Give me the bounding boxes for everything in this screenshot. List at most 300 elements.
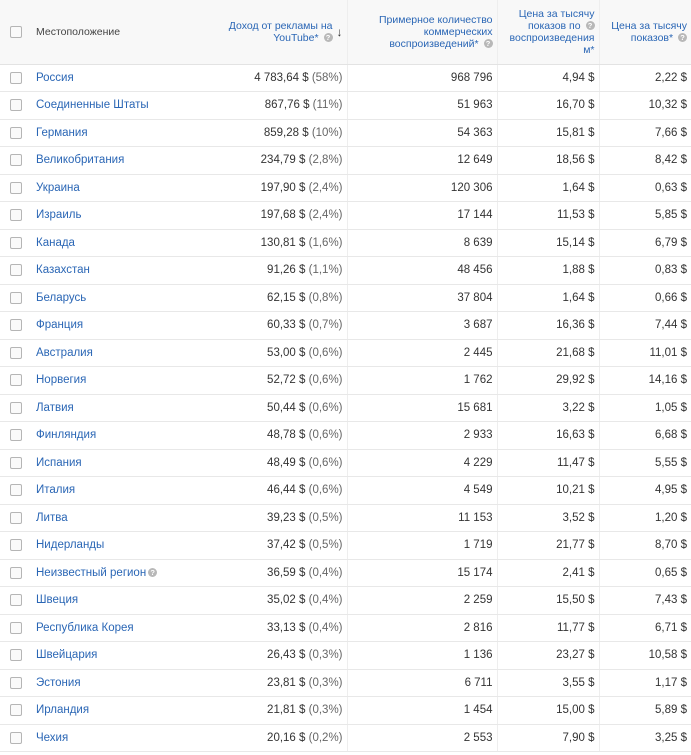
revenue-share: (0,6%) xyxy=(308,456,343,469)
rpm-value: 10,21 $ xyxy=(556,484,595,497)
cpm-value: 5,85 $ xyxy=(655,209,687,222)
table-row xyxy=(0,119,691,147)
table-row xyxy=(0,394,691,422)
header-revenue[interactable] xyxy=(177,0,347,64)
row-checkbox[interactable] xyxy=(10,264,22,276)
revenue-cell xyxy=(177,367,347,395)
views-value: 6 711 xyxy=(464,676,493,689)
views-cell xyxy=(347,614,497,642)
cpm-cell xyxy=(599,614,691,642)
revenue-value: 21,81 $ xyxy=(267,704,306,717)
row-select-cell xyxy=(0,614,32,642)
table-row xyxy=(0,202,691,230)
revenue-value: 33,13 $ xyxy=(267,621,306,634)
country-name: Швейцария xyxy=(36,649,98,662)
views-value: 2 445 xyxy=(463,346,493,359)
cpm-value: 10,58 $ xyxy=(648,649,687,662)
row-checkbox[interactable] xyxy=(10,539,22,551)
rpm-cell xyxy=(497,257,599,285)
row-select-cell xyxy=(0,92,32,120)
revenue-share: (0,8%) xyxy=(308,291,343,304)
row-checkbox[interactable] xyxy=(10,594,22,606)
cpm-value: 10,32 $ xyxy=(648,99,687,112)
views-cell xyxy=(347,312,497,340)
cpm-value: 7,43 $ xyxy=(655,594,687,607)
country-name: Великобритания xyxy=(36,154,125,167)
rpm-value: 16,63 $ xyxy=(556,429,595,442)
revenue-cell xyxy=(177,449,347,477)
cpm-value: 0,83 $ xyxy=(655,264,687,277)
views-value: 48 456 xyxy=(457,264,493,277)
rpm-cell xyxy=(497,64,599,92)
revenue-share: (58%) xyxy=(311,71,343,84)
country-name: Казахстан xyxy=(36,264,90,277)
header-views-line1: Примерное количество xyxy=(378,13,493,26)
rpm-cell xyxy=(497,669,599,697)
table-row xyxy=(0,532,691,560)
revenue-cell xyxy=(177,92,347,120)
rpm-value: 18,56 $ xyxy=(556,154,595,167)
country-name: Нидерланды xyxy=(36,539,105,552)
views-cell xyxy=(347,119,497,147)
revenue-value: 52,72 $ xyxy=(267,374,306,387)
cpm-value: 3,25 $ xyxy=(655,731,687,744)
revenue-share: (11%) xyxy=(312,99,343,112)
header-location[interactable] xyxy=(32,0,177,64)
cpm-value: 1,17 $ xyxy=(655,676,687,689)
cpm-cell xyxy=(599,367,691,395)
views-value: 1 136 xyxy=(463,649,493,662)
views-cell xyxy=(347,559,497,587)
revenue-share: (0,6%) xyxy=(308,429,343,442)
revenue-value: 60,33 $ xyxy=(267,319,306,332)
row-select-cell xyxy=(0,477,32,505)
row-checkbox[interactable] xyxy=(10,512,22,524)
revenue-cell xyxy=(177,394,347,422)
cpm-cell xyxy=(599,422,691,450)
revenue-cell xyxy=(177,229,347,257)
cpm-cell xyxy=(599,532,691,560)
revenue-cell xyxy=(177,697,347,725)
rpm-cell xyxy=(497,477,599,505)
rpm-cell xyxy=(497,339,599,367)
table-row xyxy=(0,477,691,505)
country-cell[interactable] xyxy=(32,92,177,120)
country-cell[interactable] xyxy=(32,587,177,615)
rpm-cell xyxy=(497,449,599,477)
country-cell[interactable] xyxy=(32,642,177,670)
cpm-value: 1,05 $ xyxy=(655,401,687,414)
help-icon[interactable]: ? xyxy=(324,33,333,42)
revenue-share: (0,3%) xyxy=(308,649,343,662)
cpm-cell xyxy=(599,394,691,422)
revenue-share: (0,4%) xyxy=(308,594,343,607)
revenue-share: (10%) xyxy=(311,126,343,139)
rpm-value: 11,77 $ xyxy=(556,621,595,634)
cpm-cell xyxy=(599,229,691,257)
row-checkbox[interactable] xyxy=(10,649,22,661)
select-all-cell xyxy=(0,0,32,64)
row-checkbox[interactable] xyxy=(10,402,22,414)
views-cell xyxy=(347,669,497,697)
rpm-cell xyxy=(497,642,599,670)
cpm-cell xyxy=(599,312,691,340)
cpm-cell xyxy=(599,697,691,725)
views-cell xyxy=(347,284,497,312)
row-checkbox[interactable] xyxy=(10,567,22,579)
help-icon[interactable]: ? xyxy=(484,39,493,48)
help-icon[interactable]: ? xyxy=(148,568,157,577)
row-checkbox[interactable] xyxy=(10,457,22,469)
revenue-share: (0,3%) xyxy=(308,676,343,689)
country-cell[interactable] xyxy=(32,532,177,560)
rpm-value: 11,53 $ xyxy=(556,209,595,222)
views-value: 1 762 xyxy=(463,374,493,387)
views-cell xyxy=(347,422,497,450)
rpm-cell xyxy=(497,174,599,202)
rpm-value: 1,64 $ xyxy=(562,291,595,304)
rpm-value: 16,70 $ xyxy=(556,99,595,112)
header-rpm-line4: м* xyxy=(583,43,595,56)
cpm-value: 14,16 $ xyxy=(648,374,687,387)
country-name: Неизвестный регион xyxy=(36,566,147,579)
country-cell[interactable] xyxy=(32,367,177,395)
row-select-cell xyxy=(0,724,32,752)
cpm-cell xyxy=(599,92,691,120)
views-value: 51 963 xyxy=(457,99,493,112)
row-select-cell xyxy=(0,229,32,257)
rpm-cell xyxy=(497,119,599,147)
rpm-value: 15,14 $ xyxy=(556,236,595,249)
row-select-cell xyxy=(0,119,32,147)
views-value: 17 144 xyxy=(457,209,493,222)
row-checkbox[interactable] xyxy=(10,347,22,359)
country-cell[interactable] xyxy=(32,559,177,587)
row-select-cell xyxy=(0,147,32,175)
cpm-cell xyxy=(599,669,691,697)
revenue-value: 48,49 $ xyxy=(267,456,306,469)
revenue-share: (0,4%) xyxy=(308,566,343,579)
cpm-cell xyxy=(599,174,691,202)
country-cell[interactable] xyxy=(32,449,177,477)
revenue-cell xyxy=(177,257,347,285)
country-name: Австралия xyxy=(36,346,93,359)
cpm-value: 6,68 $ xyxy=(655,429,687,442)
cpm-value: 5,55 $ xyxy=(655,456,687,469)
revenue-cell xyxy=(177,532,347,560)
revenue-value: 35,02 $ xyxy=(267,594,306,607)
revenue-value: 23,81 $ xyxy=(267,676,306,689)
rpm-cell xyxy=(497,367,599,395)
row-checkbox[interactable] xyxy=(10,484,22,496)
header-rpm[interactable] xyxy=(497,0,599,64)
revenue-value: 867,76 $ xyxy=(264,99,310,112)
header-location-label: Местоположение xyxy=(36,25,121,38)
row-select-cell xyxy=(0,559,32,587)
table-row xyxy=(0,284,691,312)
revenue-cell xyxy=(177,477,347,505)
views-value: 1 454 xyxy=(463,704,493,717)
row-checkbox[interactable] xyxy=(10,622,22,634)
rpm-value: 11,47 $ xyxy=(556,456,595,469)
row-select-cell xyxy=(0,339,32,367)
cpm-value: 6,71 $ xyxy=(655,621,687,634)
revenue-share: (2,4%) xyxy=(308,181,343,194)
country-cell[interactable] xyxy=(32,202,177,230)
country-name: Украина xyxy=(36,181,80,194)
cpm-cell xyxy=(599,147,691,175)
country-cell[interactable] xyxy=(32,119,177,147)
cpm-cell xyxy=(599,284,691,312)
rpm-value: 15,50 $ xyxy=(556,594,595,607)
cpm-value: 8,42 $ xyxy=(655,154,687,167)
country-cell[interactable] xyxy=(32,312,177,340)
arrow-down-icon[interactable]: ↓ xyxy=(336,24,343,39)
row-select-cell xyxy=(0,284,32,312)
cpm-cell xyxy=(599,724,691,752)
country-name: Беларусь xyxy=(36,291,87,304)
header-views-line3: воспроизведений* xyxy=(389,37,479,50)
rpm-cell xyxy=(497,284,599,312)
help-icon[interactable]: ? xyxy=(586,21,595,30)
country-cell[interactable] xyxy=(32,64,177,92)
row-select-cell xyxy=(0,449,32,477)
cpm-cell xyxy=(599,587,691,615)
row-checkbox[interactable] xyxy=(10,182,22,194)
help-icon[interactable]: ? xyxy=(678,33,687,42)
revenue-cell xyxy=(177,312,347,340)
row-select-cell xyxy=(0,64,32,92)
revenue-cell xyxy=(177,284,347,312)
table-row xyxy=(0,669,691,697)
country-cell[interactable] xyxy=(32,477,177,505)
cpm-value: 11,01 $ xyxy=(649,346,687,359)
views-value: 12 649 xyxy=(457,154,493,167)
revenue-share: (2,4%) xyxy=(308,209,343,222)
header-rpm-line2: показов по xyxy=(527,19,581,32)
revenue-cell xyxy=(177,642,347,670)
country-cell[interactable] xyxy=(32,669,177,697)
country-cell[interactable] xyxy=(32,257,177,285)
cpm-value: 0,63 $ xyxy=(655,181,687,194)
country-cell[interactable] xyxy=(32,339,177,367)
views-cell xyxy=(347,92,497,120)
rpm-value: 7,90 $ xyxy=(562,731,595,744)
country-name: Франция xyxy=(36,319,84,332)
table-row xyxy=(0,724,691,752)
cpm-cell xyxy=(599,202,691,230)
cpm-value: 2,22 $ xyxy=(655,71,687,84)
country-cell[interactable] xyxy=(32,504,177,532)
country-cell[interactable] xyxy=(32,147,177,175)
revenue-share: (2,8%) xyxy=(308,154,343,167)
country-cell[interactable] xyxy=(32,697,177,725)
table-row xyxy=(0,312,691,340)
revenue-share: (0,2%) xyxy=(308,731,343,744)
cpm-cell xyxy=(599,257,691,285)
country-cell[interactable] xyxy=(32,422,177,450)
views-value: 37 804 xyxy=(457,291,493,304)
views-cell xyxy=(347,339,497,367)
rpm-cell xyxy=(497,202,599,230)
table-row xyxy=(0,697,691,725)
views-value: 54 363 xyxy=(457,126,493,139)
rpm-value: 3,55 $ xyxy=(562,676,595,689)
cpm-value: 4,95 $ xyxy=(655,484,687,497)
cpm-value: 8,70 $ xyxy=(655,539,687,552)
rpm-cell xyxy=(497,504,599,532)
table-row xyxy=(0,449,691,477)
views-value: 2 816 xyxy=(463,621,493,634)
header-views[interactable] xyxy=(347,0,497,64)
country-name: Литва xyxy=(36,511,68,524)
country-name: Финляндия xyxy=(36,429,97,442)
rpm-value: 16,36 $ xyxy=(556,319,595,332)
table-row xyxy=(0,229,691,257)
revenue-value: 130,81 $ xyxy=(260,236,306,249)
row-checkbox[interactable] xyxy=(10,72,22,84)
views-cell xyxy=(347,147,497,175)
rpm-cell xyxy=(497,559,599,587)
rpm-value: 21,77 $ xyxy=(556,539,595,552)
header-cpm[interactable] xyxy=(599,0,691,64)
rpm-cell xyxy=(497,394,599,422)
country-name: Соединенные Штаты xyxy=(36,99,149,112)
views-cell xyxy=(347,64,497,92)
rpm-value: 3,22 $ xyxy=(562,401,595,414)
revenue-cell xyxy=(177,422,347,450)
revenue-share: (0,6%) xyxy=(308,346,343,359)
views-value: 968 796 xyxy=(450,71,493,84)
table-row xyxy=(0,642,691,670)
row-select-cell xyxy=(0,532,32,560)
country-cell[interactable] xyxy=(32,724,177,752)
cpm-value: 0,66 $ xyxy=(655,291,687,304)
row-select-cell xyxy=(0,422,32,450)
revenue-share: (0,3%) xyxy=(308,704,343,717)
rpm-cell xyxy=(497,422,599,450)
country-name: Норвегия xyxy=(36,374,87,387)
country-cell[interactable] xyxy=(32,284,177,312)
country-name: Ирландия xyxy=(36,704,90,717)
row-checkbox[interactable] xyxy=(10,429,22,441)
revenue-cell xyxy=(177,339,347,367)
rpm-cell xyxy=(497,587,599,615)
rpm-cell xyxy=(497,147,599,175)
rpm-cell xyxy=(497,724,599,752)
revenue-cell xyxy=(177,202,347,230)
rpm-value: 21,68 $ xyxy=(556,346,595,359)
views-value: 2 933 xyxy=(463,429,493,442)
country-cell[interactable] xyxy=(32,394,177,422)
table-row xyxy=(0,64,691,92)
rpm-cell xyxy=(497,532,599,560)
revenue-cell xyxy=(177,669,347,697)
row-checkbox[interactable] xyxy=(10,732,22,744)
views-value: 4 229 xyxy=(463,456,493,469)
views-value: 15 174 xyxy=(457,566,493,579)
table-body xyxy=(0,64,691,752)
table-row xyxy=(0,339,691,367)
views-cell xyxy=(347,504,497,532)
views-value: 15 681 xyxy=(457,401,493,414)
cpm-value: 0,65 $ xyxy=(655,566,687,579)
header-views-line2: коммерческих xyxy=(423,25,493,38)
views-value: 4 549 xyxy=(463,484,493,497)
revenue-value: 36,59 $ xyxy=(267,566,306,579)
row-checkbox[interactable] xyxy=(10,154,22,166)
views-cell xyxy=(347,724,497,752)
rpm-value: 4,94 $ xyxy=(562,71,595,84)
header-cpm-line1: Цена за тысячу xyxy=(611,19,687,32)
cpm-cell xyxy=(599,119,691,147)
table-row xyxy=(0,422,691,450)
revenue-share: (0,6%) xyxy=(308,401,343,414)
rpm-value: 23,27 $ xyxy=(556,649,595,662)
cpm-value: 6,79 $ xyxy=(655,236,687,249)
revenue-cell xyxy=(177,504,347,532)
rpm-value: 1,64 $ xyxy=(562,181,595,194)
row-checkbox[interactable] xyxy=(10,292,22,304)
revenue-share: (0,5%) xyxy=(308,539,343,552)
country-name: Чехия xyxy=(36,731,69,744)
row-checkbox[interactable] xyxy=(10,374,22,386)
table-header-row xyxy=(0,0,691,64)
views-value: 1 719 xyxy=(463,539,493,552)
country-cell[interactable] xyxy=(32,174,177,202)
country-name: Республика Корея xyxy=(36,621,134,634)
rpm-cell xyxy=(497,614,599,642)
revenue-cell xyxy=(177,587,347,615)
revenue-cell xyxy=(177,147,347,175)
cpm-cell xyxy=(599,504,691,532)
select-all-checkbox[interactable] xyxy=(10,26,22,38)
rpm-value: 29,92 $ xyxy=(556,374,595,387)
revenue-value: 4 783,64 $ xyxy=(254,71,309,84)
country-cell[interactable] xyxy=(32,229,177,257)
revenue-share: (0,5%) xyxy=(308,511,343,524)
row-select-cell xyxy=(0,504,32,532)
revenue-value: 53,00 $ xyxy=(267,346,306,359)
revenue-value: 46,44 $ xyxy=(267,484,306,497)
revenue-value: 859,28 $ xyxy=(263,126,309,139)
views-value: 3 687 xyxy=(463,319,493,332)
row-checkbox[interactable] xyxy=(10,704,22,716)
views-value: 11 153 xyxy=(458,511,493,524)
row-checkbox[interactable] xyxy=(10,319,22,331)
revenue-share: (1,6%) xyxy=(308,236,343,249)
views-value: 2 259 xyxy=(463,594,493,607)
table-row xyxy=(0,257,691,285)
country-name: Италия xyxy=(36,484,76,497)
row-checkbox[interactable] xyxy=(10,209,22,221)
row-checkbox[interactable] xyxy=(10,677,22,689)
views-cell xyxy=(347,587,497,615)
revenue-value: 37,42 $ xyxy=(267,539,306,552)
cpm-cell xyxy=(599,64,691,92)
cpm-value: 1,20 $ xyxy=(655,511,687,524)
country-cell[interactable] xyxy=(32,614,177,642)
revenue-share: (0,6%) xyxy=(308,484,343,497)
views-cell xyxy=(347,257,497,285)
row-checkbox[interactable] xyxy=(10,127,22,139)
cpm-cell xyxy=(599,339,691,367)
row-checkbox[interactable] xyxy=(10,237,22,249)
row-checkbox[interactable] xyxy=(10,99,22,111)
revenue-cell xyxy=(177,64,347,92)
header-revenue-line2: YouTube* xyxy=(273,31,319,44)
cpm-value: 7,66 $ xyxy=(655,126,687,139)
